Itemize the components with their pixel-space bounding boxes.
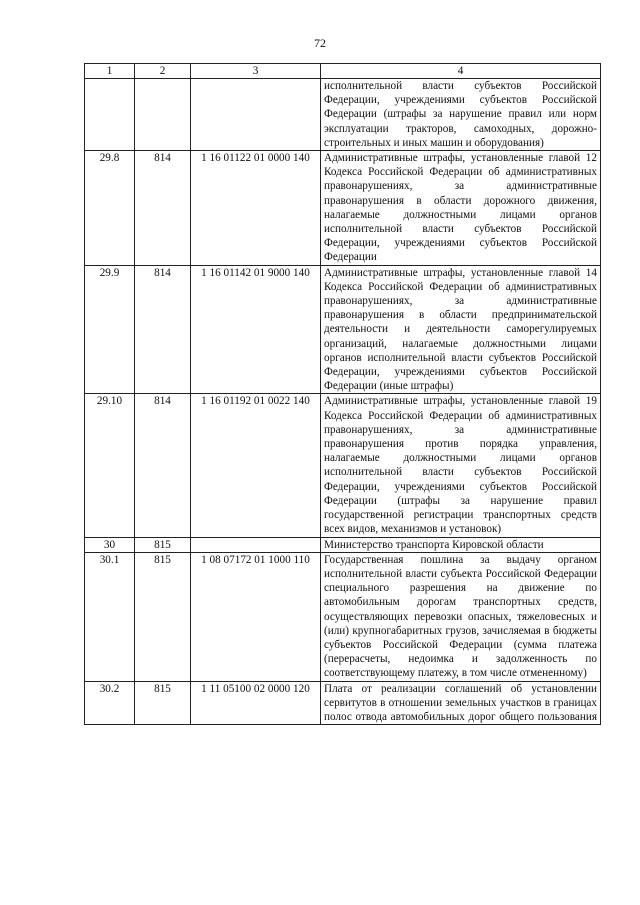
- admin-code: [135, 79, 191, 151]
- row-description: Административные штрафы, установленные главой 12 Кодекса Российской Федерации об административных правонарушениях, за административные правонарушения в области дорожного движения, налагаемые должностными лицами органов исполнительной власти субъектов Российской Федерации, учреждениями субъектов Российской Федерации: [321, 151, 601, 266]
- row-number: 30: [85, 537, 135, 552]
- admin-code: 814: [135, 151, 191, 266]
- table-header-row: [85, 64, 601, 79]
- row-number: 29.10: [85, 394, 135, 537]
- table-row: [85, 552, 601, 681]
- table-row: [85, 537, 601, 552]
- header-col-3: 3: [191, 64, 321, 79]
- budget-code: [191, 79, 321, 151]
- table-row: [85, 79, 601, 151]
- budget-code: 1 16 01142 01 9000 140: [191, 265, 321, 394]
- admin-code: 814: [135, 394, 191, 537]
- admin-code: 815: [135, 552, 191, 681]
- row-description: Плата от реализации соглашений об установлении сервитутов в отношении земельных участков в границах полос отвода автомобильных дорог общего пользования: [321, 681, 601, 725]
- row-number: 30.1: [85, 552, 135, 681]
- row-description: Административные штрафы, установленные главой 14 Кодекса Российской Федерации об административных правонарушениях, за административные правонарушения в области предпринимательской деятельности и деятельности саморегулируемых организаций, налагаемые должностными лицами органов исполнительной власти субъектов Российской Федерации, учреждениями субъектов Российской Федерации (иные штрафы): [321, 265, 601, 394]
- budget-code: 1 11 05100 02 0000 120: [191, 681, 321, 725]
- row-description: Административные штрафы, установленные главой 19 Кодекса Российской Федерации об административных правонарушениях, за административные правонарушения против порядка управления, налагаемые должностными лицами органов исполнительной власти субъектов Российской Федерации, учреждениями субъектов Российской Федерации (штрафы за нарушение правил государственной регистрации транспортных средств всех видов, механизмов и установок): [321, 394, 601, 537]
- row-number: [85, 79, 135, 151]
- page-number: 72: [314, 36, 326, 50]
- row-number: 30.2: [85, 681, 135, 725]
- row-number: 29.9: [85, 265, 135, 394]
- table-row: [85, 265, 601, 394]
- row-description: Министерство транспорта Кировской области: [321, 537, 601, 552]
- budget-code: 1 16 01192 01 0022 140: [191, 394, 321, 537]
- budget-code: [191, 537, 321, 552]
- row-number: 29.8: [85, 151, 135, 266]
- budget-code: 1 08 07172 01 1000 110: [191, 552, 321, 681]
- admin-code: 815: [135, 681, 191, 725]
- row-description: исполнительной власти субъектов Российской Федерации, учреждениями субъектов Российской Федерации (штрафы за нарушение правил или норм эксплуатации тракторов, самоходных, дорожно-строительных и иных машин и оборудования): [321, 79, 601, 151]
- admin-code: 815: [135, 537, 191, 552]
- table-row: [85, 681, 601, 725]
- header-col-1: 1: [85, 64, 135, 79]
- table-row: [85, 151, 601, 266]
- revenue-table: [84, 63, 601, 725]
- admin-code: 814: [135, 265, 191, 394]
- header-col-2: 2: [135, 64, 191, 79]
- table-row: [85, 394, 601, 537]
- header-col-4: 4: [321, 64, 601, 79]
- row-description: Государственная пошлина за выдачу органом исполнительной власти субъекта Российской Федерации специального разрешения на движение по автомобильным дорогам транспортных средств, осуществляющих перевозки опасных, тяжеловесных и (или) крупногабаритных грузов, зачисляемая в бюджеты субъектов Российской Федерации (сумма платежа (перерасчеты, недоимка и задолженность по соответствующему платежу, в том числе отмененному): [321, 552, 601, 681]
- budget-code: 1 16 01122 01 0000 140: [191, 151, 321, 266]
